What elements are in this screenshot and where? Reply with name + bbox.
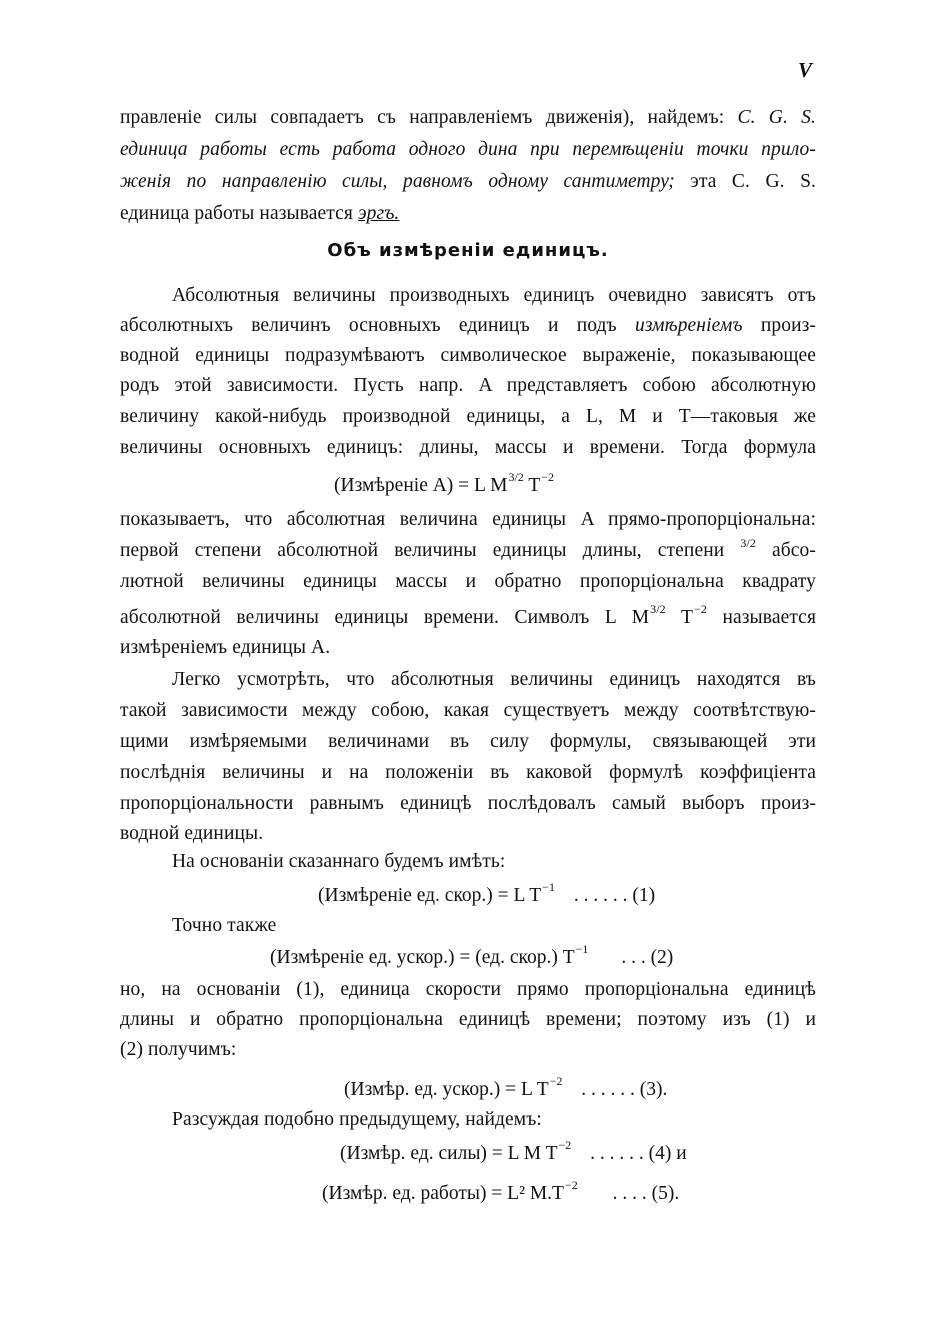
para3-line2-text: первой степени абсолютной величины единицы длины, степени [120,540,725,561]
para1-line3 [120,168,816,196]
para2-line6: величины основныхъ единицъ: длины, массы и времени. Тогда формула [120,437,816,458]
para3-line3: лютной величины единицы массы и обратно пропорціональна квадрату [120,571,816,592]
para5-line1: На основаніи сказаннаго будемъ имѣть: [172,851,506,872]
formula-5 [322,1180,679,1209]
formula-dimension-a [334,472,554,501]
para2-line3: водной единицы подразумѣваютъ символическое выраженіе, показывающее [120,345,816,366]
formula-1 [318,882,655,911]
para3-line2 [120,537,816,566]
formula-4-number: . . . . . . (4) и [590,1143,687,1164]
para4-line3: щими измѣряемыми величинами въ силу формулы, связывающей эти [120,731,816,752]
para1-line3-italic: женія по направленію силы, равномъ одному сантиметру; [120,171,675,192]
formula-3-number: . . . . . . (3). [581,1079,668,1100]
page-number: V [798,58,813,82]
formula-1-exp: −1 [542,880,555,894]
para7-line2: длины и обратно пропорціональна единицѣ времени; поэтому изъ (1) и [120,1009,816,1030]
formula-a-left: (Измѣреніе A) = L M [334,475,508,496]
para4-line4: послѣднія величины и на положеніи въ каковой формулѣ коэффиціента [120,762,816,783]
para2-line5: величину какой-нибудь производной единицы, а L, M и T—таковыя же [120,406,816,427]
para7-line3: (2) получимъ: [120,1039,237,1060]
formula-5-text: (Измѣр. ед. работы) = L² M.T [322,1183,564,1204]
para2-line2 [120,312,816,340]
para3-line4-end: называется [722,607,817,628]
measure-term: измѣреніемъ [634,315,743,336]
formula-5-exp: −2 [564,1178,578,1192]
symbol-lm: L M [604,607,650,628]
para6-line1: Точно также [172,915,277,936]
para8-line1: Разсуждая подобно предыдущему, найдемъ: [172,1109,542,1130]
para2-line2-text: абсолютныхъ величинъ основныхъ единицъ и подъ [120,315,617,336]
para3-line4 [120,604,816,633]
formula-4 [340,1140,687,1169]
formula-5-number: . . . . (5). [612,1183,680,1204]
erg-term: эргъ. [357,203,400,224]
para2-line4: родъ этой зависимости. Пусть напр. A представляетъ собою абсолютную [120,375,816,396]
para3-line4-text: абсолютной величины единицы времени. Символъ [120,607,590,628]
symbol-lmt [604,602,707,628]
para4-line6: водной единицы. [120,823,264,844]
para1-line1 [120,104,816,132]
para2-line2-end: произ- [760,315,817,336]
para2-line1: Абсолютныя величины производныхъ единицъ очевидно зависятъ отъ [172,285,816,306]
para4-line2: такой зависимости между собою, какая существуетъ между соотвѣтствую- [120,700,816,721]
para3-line1: показываетъ, что абсолютная величина единицы A прямо-пропорціональна: [120,509,816,530]
formula-2-exp: −1 [575,942,589,956]
para1-line1-text: правленіе силы совпадаетъ съ направленіемъ движенія), найдемъ: [120,107,725,128]
formula-2 [270,944,673,973]
formula-4-text: (Измѣр. ед. силы) = L M T [340,1143,558,1164]
cgs-label: C. G. S. [737,107,816,128]
formula-1-text: (Измѣреніе ед. скор.) = L T [318,885,542,906]
para3-line5: измѣреніемъ единицы A. [120,637,331,658]
para1-line4-text: единица работы называется [120,203,353,224]
formula-3-text: (Измѣр. ед. ускор.) = L T [344,1079,549,1100]
symbol-exp-t: −2 [693,602,707,616]
para3-line2-end: абсо- [772,540,816,561]
formula-3 [344,1076,667,1105]
symbol-exp-m: 3/2 [650,602,666,616]
para4-line5: пропорціональности равнымъ единицѣ послѣдовалъ самый выборъ произ- [120,793,816,814]
formula-4-exp: −2 [558,1138,572,1152]
symbol-t: T [680,607,693,628]
formula-a-exp-t: −2 [541,470,555,484]
para4-line1: Легко усмотрѣть, что абсолютныя величины единицъ находятся въ [172,669,816,690]
formula-a-t: T [528,475,541,496]
formula-a-exp-m: 3/2 [508,470,524,484]
para1-line4 [120,200,399,228]
formula-2-text: (Измѣреніе ед. ускор.) = (ед. скор.) T [270,947,575,968]
para7-line1: но, на основаніи (1), единица скорости прямо пропорціональна единицѣ [120,979,816,1000]
para1-line2: единица работы есть работа одного дина при перемѣщеніи точки прило- [120,139,816,160]
fraction-three-halves: 3/2 [740,536,756,550]
para1-line3-text: эта C. G. S. [690,171,816,192]
section-heading: Объ измѣреніи единицъ. [327,240,609,261]
formula-2-number: . . . (2) [621,947,674,968]
formula-3-exp: −2 [549,1074,563,1088]
formula-1-number: . . . . . . (1) [573,885,656,906]
